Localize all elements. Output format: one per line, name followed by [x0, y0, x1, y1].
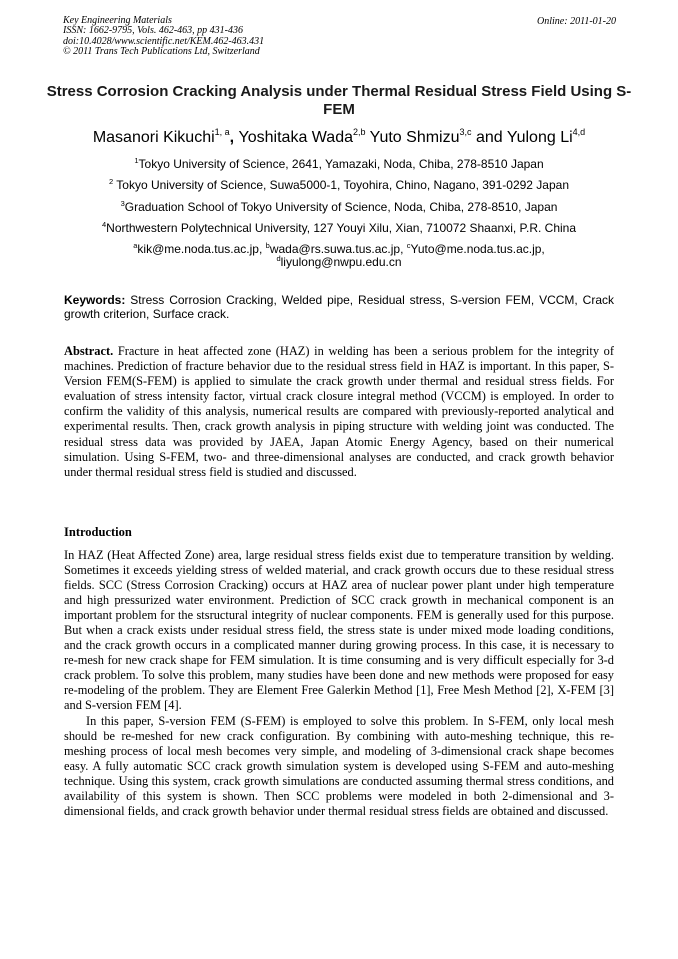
author-name: Yoshitaka Wada [238, 129, 353, 146]
journal-metadata [63, 16, 264, 58]
author-affiliation-mark: 1, a [214, 127, 230, 137]
online-date: Online: 2011-01-20 [537, 16, 616, 27]
email-mark: a [133, 241, 138, 250]
email-link[interactable]: Yuto@me.noda.tus.ac.jp, [410, 242, 545, 256]
author-emails [30, 243, 648, 269]
journal-name: Key Engineering Materials [63, 15, 172, 26]
author-affiliation-mark: 2,b [353, 127, 366, 137]
author-name: Masanori Kikuchi [92, 129, 215, 146]
author-name: Yuto Shmizu [369, 129, 460, 146]
author-list [30, 128, 648, 148]
keywords [64, 293, 614, 321]
email-mark: d [276, 254, 281, 263]
journal-issn: ISSN: 1662-9795, Vols. 462-463, pp 431-436 [63, 25, 243, 37]
author-name: Yulong Li [506, 129, 573, 146]
affiliation-mark: 3 [120, 199, 125, 208]
keywords-label: Keywords: [64, 293, 126, 307]
abstract [64, 344, 614, 480]
author-affiliation-mark: 4,d [572, 127, 586, 137]
affiliation-mark: 4 [102, 220, 107, 229]
email-link[interactable]: wada@rs.suwa.tus.ac.jp, [269, 242, 407, 256]
abstract-label: Abstract. [64, 344, 114, 358]
affiliation-mark: 2 [108, 177, 114, 186]
author-separator: , [229, 129, 239, 146]
section-heading-introduction: Introduction [64, 525, 132, 539]
keywords-text: Stress Corrosion Cracking, Welded pipe, Residual stress, S-version FEM, VCCM, Crack growth criterion, Surface crack. [64, 293, 614, 321]
affiliation-text: Northwestern Polytechnical University, 127 Youyi Xilu, Xian, 710072 Shaanxi, P.R. China [106, 221, 576, 235]
affiliation-1 [30, 157, 648, 171]
affiliation-3 [30, 200, 648, 214]
journal-doi: doi:10.4028/www.scientific.net/KEM.462-463.431 [63, 35, 265, 47]
body-paragraph: In this paper, S-version FEM (S-FEM) is employed to solve this problem. In S-FEM, only local mesh should be re-meshed for new crack configuration. By combining with auto-meshing technique, this re-meshing process of local mesh becomes very simple, and modeling of 3-dimensional crack shape becomes easy. A fully automatic SCC crack growth simulation system is developed using S-FEM and auto-meshing technique. Using this system, crack growth simulations are conducted assuming thermal stress conditions, and availability of this system is shown. Then SCC problems were modeled in both 2-dimensional and 3-dimensional fields, and crack growth behavior under thermal residual stress fields are obtained and discussed. [64, 713, 614, 818]
affiliation-text: Graduation School of Tokyo University of Science, Noda, Chiba, 278-8510, Japan [124, 200, 558, 214]
author-separator: and [471, 129, 507, 146]
abstract-text: Fracture in heat affected zone (HAZ) in welding has been a serious problem for the integrity of machines. Prediction of fracture behavior due to the residual stress field in HAZ is important. In this paper, S-Version FEM(S-FEM) is applied to simulate the crack growth under thermal and residual stress fields. For evaluation of stress intensity factor, virtual crack closure integral method (VCCM) is employed. In order to confirm the validity of this analysis, numerical results are compared with previously-reported analytical and experimental results. Then, crack growth analysis in piping structure with welding joint was conducted. The residual stress data was provided by JAEA, Japan Atomic Energy Agency, based on their numerical simulation. Using S-FEM, two- and three-dimensional analyses are conducted, and crack growth behavior under thermal residual stress field is studied and discussed. [64, 344, 614, 479]
body-paragraph: In HAZ (Heat Affected Zone) area, large residual stress fields exist due to temperature transition by welding. Sometimes it exceeds yielding stress of welded material, and crack growth occurs due to these residual stress fields. SCC (Stress Corrosion Cracking) occurs at HAZ area of nuclear power plant under high temperature and high pressurized water environment. Prediction of SCC crack growth in mechanical component is an important problem for the stsructural integrity of nuclear components. FEM is generally used for this purpose. But when a crack exists under residual stress field, the stress state is under mixed mode loading conditions, and the crack growth occurs in a complicated manner during growing process. In this case, it is necessary to re-mesh for new crack shape for FEM simulation. It is time consuming and is very difficult especially for 3-d crack problem. To solve this problem, many studies have been done and new methods were proposed for easy re-modeling of the problem. They are Element Free Galerkin Method [1], Free Mesh Method [2], X-FEM [3] and S-version FEM [4]. [64, 548, 614, 713]
affiliation-text: Tokyo University of Science, Suwa5000-1, Toyohira, Chino, Nagano, 391-0292 Japan [113, 178, 569, 192]
affiliation-mark: 1 [134, 156, 139, 165]
introduction-body [64, 548, 614, 819]
author-affiliation-mark: 3,c [459, 127, 472, 137]
paper-title: Stress Corrosion Cracking Analysis under Thermal Residual Stress Field Using S-FEM [46, 83, 632, 118]
journal-copyright: © 2011 Trans Tech Publications Ltd, Switzerland [63, 46, 260, 58]
email-mark: c [406, 241, 411, 250]
affiliation-4 [30, 221, 648, 235]
email-link[interactable]: liyulong@nwpu.edu.cn [280, 255, 402, 269]
email-link[interactable]: kik@me.noda.tus.ac.jp, [137, 242, 266, 256]
affiliation-2 [30, 178, 648, 192]
email-mark: b [265, 241, 270, 250]
affiliation-text: Tokyo University of Science, 2641, Yamazaki, Noda, Chiba, 278-8510 Japan [138, 157, 544, 171]
email-line-2 [30, 256, 648, 269]
